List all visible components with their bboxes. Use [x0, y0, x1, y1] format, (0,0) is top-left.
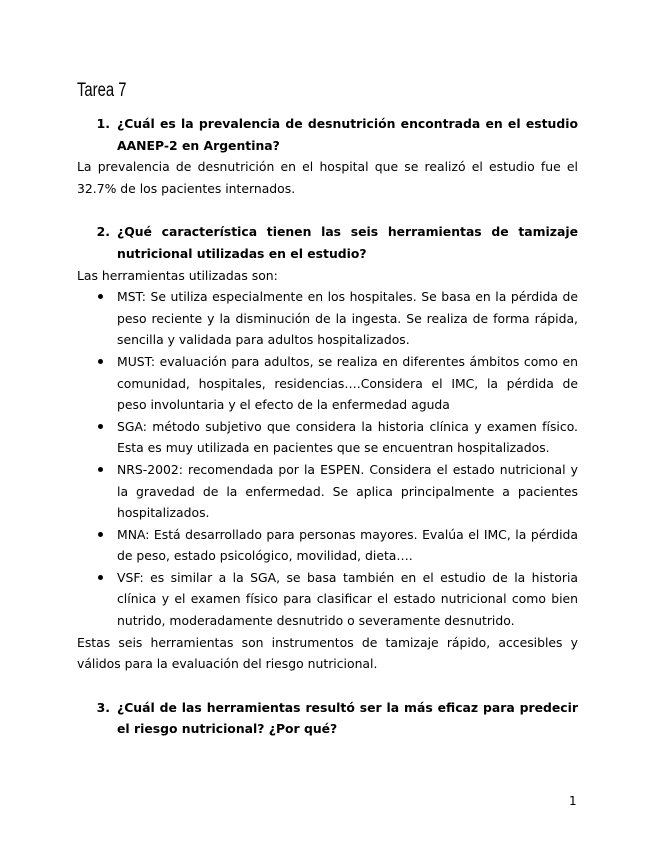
document-body [77, 113, 578, 740]
question-text: ¿Qué característica tienen las seis herramientas de tamizaje nutricional utilizadas en el estudio? [117, 224, 578, 261]
list-item-text: MST: Se utiliza especialmente en los hospitales. Se basa en la pérdida de peso reciente y la disminución de la ingesta. Se realiza de forma rápida, sencilla y validada para adultos hospitalizados. [117, 289, 578, 348]
list-item-text: MUST: evaluación para adultos, se realiza en diferentes ámbitos como en comunidad, hospitales, residencias….Considera el IMC, la pérdida de peso involuntaria y el efecto de la enfermedad aguda [117, 353, 578, 413]
list-item [77, 459, 578, 524]
spacer [77, 199, 578, 221]
bullet-icon [77, 286, 117, 351]
question-text: ¿Cuál de las herramientas resultó ser la más eficaz para predecir el riesgo nutricional? ¿Por qué? [117, 699, 578, 737]
question-2 [77, 221, 578, 264]
bullet-icon [77, 459, 117, 524]
list-item [77, 416, 578, 459]
list-item-text: MNA: Está desarrollado para personas mayores. Evalúa el IMC, la pérdida de peso, estado psicológico, movilidad, dieta…. [117, 526, 578, 564]
list-item [77, 567, 578, 632]
list-item [77, 524, 578, 567]
list-item-text: NRS-2002: recomendada por la ESPEN. Considera el estado nutricional y la gravedad de la enfermedad. Se aplica principalmente a pacientes hospitalizados. [117, 461, 578, 521]
list-item [77, 351, 578, 416]
bullet-icon [77, 524, 117, 567]
bullet-icon [77, 567, 117, 632]
tools-list [77, 286, 578, 632]
answer-2-conclusion: Estas seis herramientas son instrumentos de tamizaje rápido, accesibles y válidos para la evaluación del riesgo nutricional. [77, 634, 578, 672]
page-number: 1 [569, 794, 577, 808]
question-number: 2. [96, 224, 110, 240]
answer-2-intro: Las herramientas utilizadas son: [77, 267, 278, 283]
list-item-text: SGA: método subjetivo que considera la historia clínica y examen físico. Esta es muy utilizada en pacientes que se encuentran hospitalizados. [117, 418, 578, 456]
list-item-text: VSF: es similar a la SGA, se basa también en el estudio de la historia clínica y el examen físico para clasificar el estado nutricional como bien nutrido, moderadamente desnutrido o severamente desnutrido. [117, 569, 578, 629]
question-text: ¿Cuál es la prevalencia de desnutrición encontrada en el estudio AANEP-2 en Argentina? [117, 116, 578, 153]
question-3 [77, 697, 578, 740]
question-1 [77, 113, 578, 156]
spacer [77, 675, 578, 697]
page-title: Tarea 7 [77, 80, 127, 101]
bullet-icon [77, 416, 117, 459]
bullet-icon [77, 351, 117, 416]
list-item [77, 286, 578, 351]
answer-1: La prevalencia de desnutrición en el hospital que se realizó el estudio fue el 32.7% de los pacientes internados. [77, 159, 578, 196]
question-number: 3. [96, 699, 110, 715]
question-number: 1. [96, 116, 110, 131]
